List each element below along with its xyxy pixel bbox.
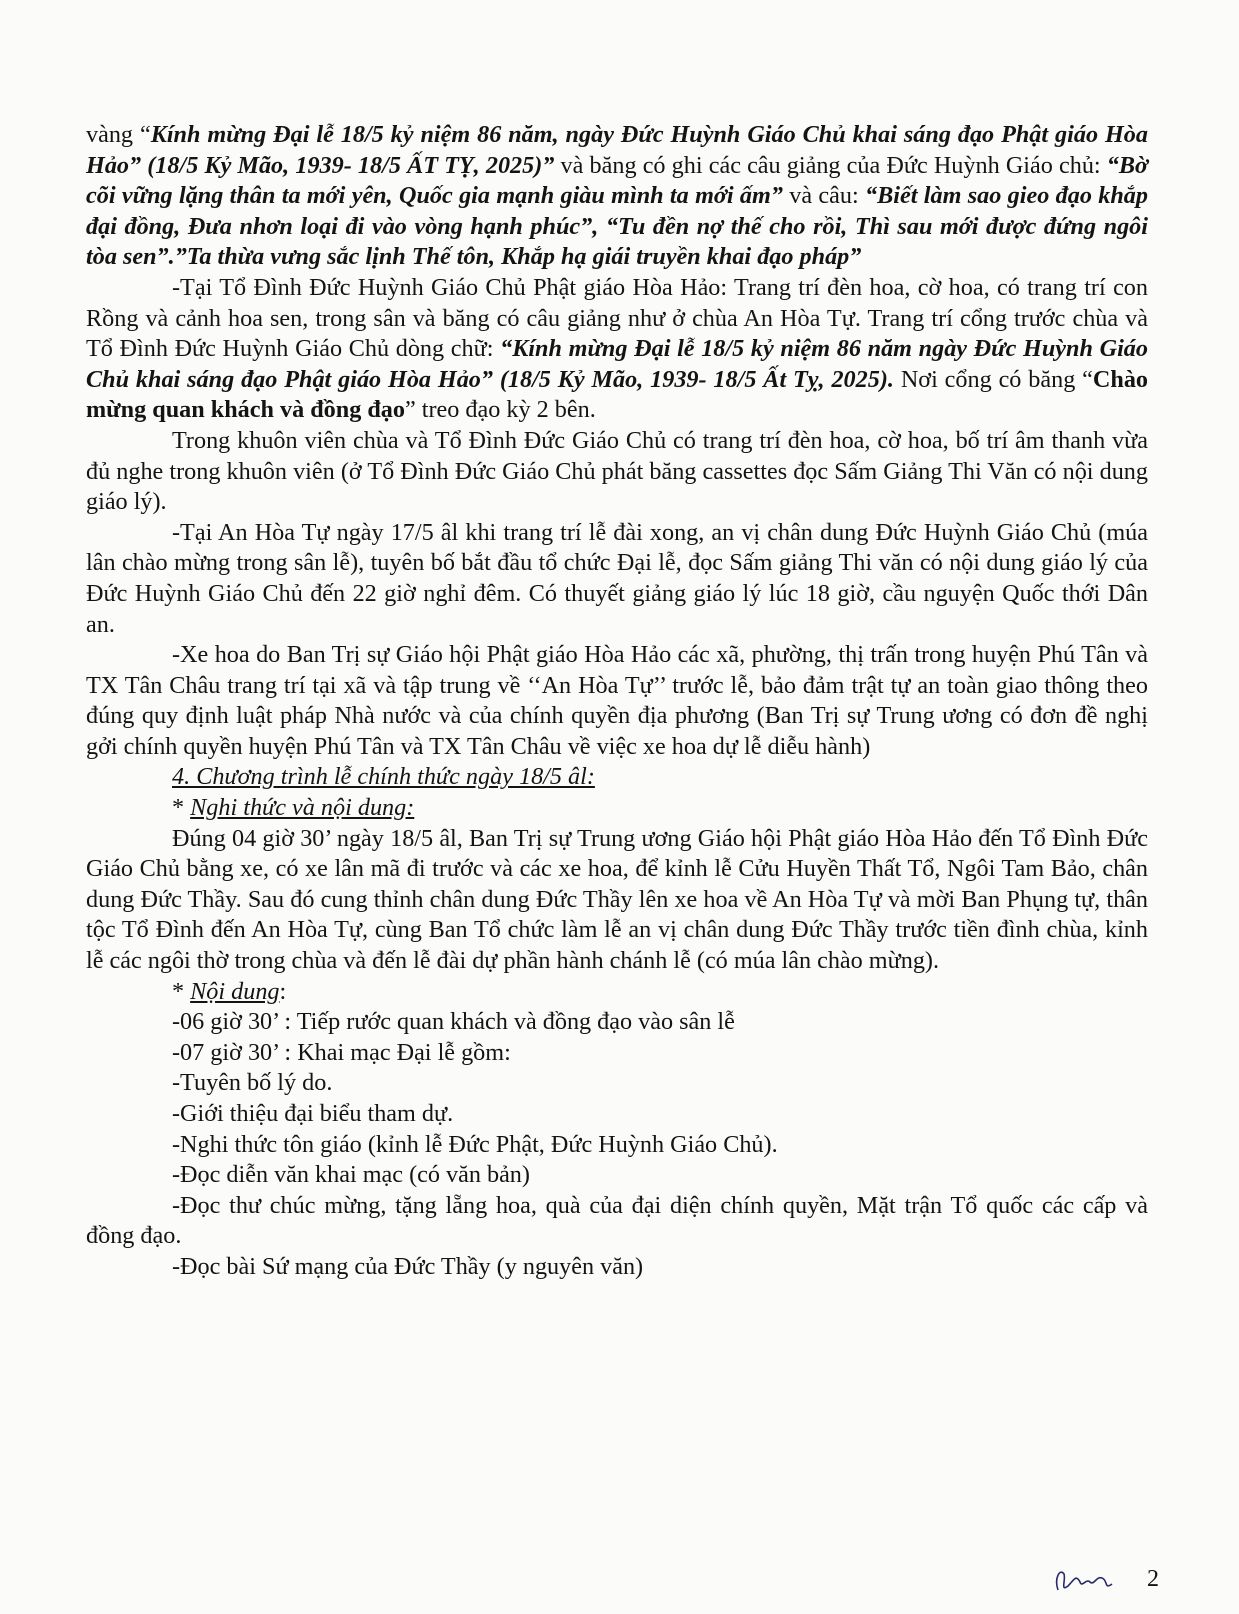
- paragraph-5: -Xe hoa do Ban Trị sự Giáo hội Phật giáo Hòa Hảo các xã, phường, thị trấn trong huyện Phú Tân và TX Tân Châu trang trí tại xã và tập trung về ‘‘An Hòa Tự’’ trước lễ, bảo đảm trật tự an toàn giao thông theo đúng quy định luật pháp Nhà nước và của chính quyền địa phương (Ban Trị sự Trung ương có đơn đề nghị gởi chính quyền huyện Phú Tân và TX Tân Châu về việc xe hoa dự lễ diễu hành): [86, 641, 1148, 760]
- page-number: 2: [1147, 1566, 1159, 1592]
- welcome-banner-text: Chào mừng quan khách và đồng đạo: [86, 365, 1149, 424]
- initials-signature: [1050, 1560, 1120, 1600]
- list-item: -Đọc thư chúc mừng, tặng lẵng hoa, quà của đại diện chính quyền, Mặt trận Tổ quốc các cấp và đồng đạo.: [86, 1191, 1148, 1250]
- quote-1: “Bờ cõi vững lặng thân ta mới yên, Quốc gia mạnh giàu mình ta mới ấm”: [86, 151, 1149, 210]
- section-heading-4: [86, 762, 1148, 793]
- subheading-text: Nghi thức và nội dung:: [190, 794, 415, 822]
- bullet-star: *: [172, 977, 191, 1005]
- bullet-star: *: [172, 794, 191, 822]
- text-run: và băng có ghi các câu giảng của Đức Huỳnh Giáo chủ:: [554, 151, 1107, 179]
- paragraph-1: [86, 120, 1148, 273]
- section-heading-text: 4. Chương trình lễ chính thức ngày 18/5 âl:: [172, 763, 595, 791]
- list-item: -Đọc diễn văn khai mạc (có văn bản): [172, 1161, 530, 1189]
- text-run: ” treo đạo kỳ 2 bên.: [405, 396, 596, 424]
- subheading-text: Nội dung: [190, 977, 280, 1005]
- list-item: -Giới thiệu đại biểu tham dự.: [172, 1100, 454, 1127]
- paragraph-3: Trong khuôn viên chùa và Tổ Đình Đức Giáo Chủ có trang trí đèn hoa, cờ hoa, bố trí âm thanh vừa đủ nghe trong khuôn viên (ở Tổ Đình Đức Giáo Chủ phát băng cassettes đọc Sấm Giảng Thi Văn có nội dung giáo lý).: [86, 426, 1148, 516]
- colon: :: [279, 977, 287, 1005]
- list-item: -06 giờ 30’ : Tiếp rước quan khách và đồng đạo vào sân lễ: [172, 1008, 735, 1036]
- quote-2: “Biết làm sao gieo đạo khắp đại đồng, Đưa nhơn loại đi vào vòng hạnh phúc”, “Tu đền nợ thế cho rồi, Thì sau mới được đứng ngôi tòa sen”.”Ta thừa vưng sắc lịnh Thế tôn, Khắp hạ giái truyền khai đạo pháp”: [86, 182, 1148, 271]
- gate-banner-text: “Kính mừng Đại lễ 18/5 kỷ niệm 86 năm ngày Đức Huỳnh Giáo Chủ khai sáng đạo Phật giáo Hòa Hảo” (18/5 Kỷ Mão, 1939- 18/5 Ất Tỵ, 2025).: [86, 335, 1148, 393]
- paragraph-4: -Tại An Hòa Tự ngày 17/5 âl khi trang trí lễ đài xong, an vị chân dung Đức Huỳnh Giáo Chủ (múa lân chào mừng trong sân lễ), tuyên bố bắt đầu tổ chức Đại lễ, đọc Sấm giảng Thi văn có nội dung giáo lý của Đức Huỳnh Giáo Chủ đến 22 giờ nghỉ đêm. Có thuyết giảng giáo lý lúc 18 giờ, cầu nguyện Quốc thới Dân an.: [86, 518, 1148, 638]
- subheading-nghi-thuc: [86, 793, 1148, 824]
- list-item: -Tuyên bố lý do.: [172, 1069, 333, 1097]
- paragraph-6: Đúng 04 giờ 30’ ngày 18/5 âl, Ban Trị sự Trung ương Giáo hội Phật giáo Hòa Hảo đến Tổ Đình Đức Giáo Chủ bằng xe, có xe lân mã đi trước và các xe hoa, để kỉnh lễ Cửu Huyền Thất Tổ, Ngôi Tam Bảo, chân dung Đức Thầy. Sau đó cung thỉnh chân dung Đức Thầy lên xe hoa về An Hòa Tự và mời Ban Phụng tự, thân tộc Tổ Đình đến An Hòa Tự, cùng Ban Tổ chức làm lễ an vị chân dung Đức Thầy trước tiền đình chùa, kỉnh lễ các ngôi thờ trong chùa và đến lễ đài dự phần hành chánh lễ (có múa lân chào mừng).: [86, 824, 1148, 975]
- list-item: -Đọc bài Sứ mạng của Đức Thầy (y nguyên văn): [172, 1252, 644, 1280]
- document-body: [86, 120, 1148, 1283]
- text-run: -Tại Tổ Đình Đức Huỳnh Giáo Chủ Phật giáo Hòa Hảo: Trang trí đèn hoa, cờ hoa, có trang trí con Rồng và cảnh hoa sen, trong sân và băng có câu giảng như ở chùa An Hòa Tự. Trang trí cổng trước chùa và Tổ Đình Đức Huỳnh Giáo Chủ dòng chữ:: [86, 273, 1148, 363]
- list-item: -07 giờ 30’ : Khai mạc Đại lễ gồm:: [172, 1038, 511, 1066]
- paragraph-2: [86, 273, 1148, 426]
- text-run: Nơi cổng có băng “: [893, 365, 1093, 393]
- text-run: và câu:: [782, 182, 866, 210]
- subheading-noi-dung: [86, 977, 1148, 1008]
- quoted-banner-text: Kính mừng Đại lễ 18/5 kỷ niệm 86 năm, ngày Đức Huỳnh Giáo Chủ khai sáng đạo Phật giáo Hòa Hảo” (18/5 Kỷ Mão, 1939- 18/5 ẤT TỴ, 2025)”: [86, 121, 1148, 179]
- text-run: vàng “: [86, 121, 151, 148]
- list-item: -Nghi thức tôn giáo (kỉnh lễ Đức Phật, Đức Huỳnh Giáo Chủ).: [172, 1130, 778, 1158]
